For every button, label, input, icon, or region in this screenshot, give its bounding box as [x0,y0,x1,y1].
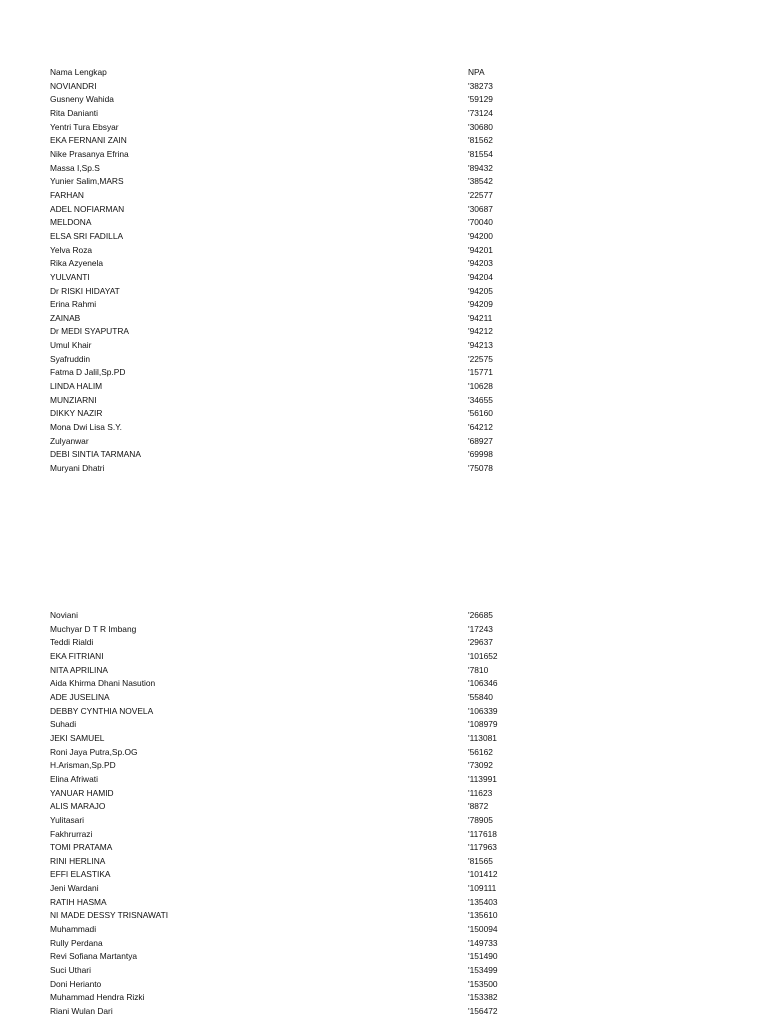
member-npa: '156472 [468,1006,498,1017]
member-name: Rika Azyenela [50,258,104,269]
member-npa: '153499 [468,965,498,976]
column-header-npa: NPA [468,67,485,77]
table-row [50,162,570,176]
member-name: MUNZIARNI [50,394,97,405]
member-npa: '8872 [468,801,489,812]
table-row [50,909,570,923]
table-row [50,298,570,312]
member-npa: '117618 [468,828,497,839]
table-row [50,991,570,1005]
table-row [50,462,570,476]
member-npa: '15771 [468,367,493,378]
table-row [50,394,570,408]
member-npa: '70040 [468,217,493,228]
table-row [50,773,570,787]
member-npa: '78905 [468,814,493,825]
member-npa: '34655 [468,394,493,405]
member-npa: '56162 [468,746,493,757]
member-npa: '106339 [468,705,498,716]
table-row [50,93,570,107]
member-npa: '22575 [468,353,493,364]
member-name: YANUAR HAMID [50,787,114,798]
member-npa: '94213 [468,340,493,351]
table-row [50,814,570,828]
table-row [50,759,570,773]
table-row [50,732,570,746]
table-row [50,841,570,855]
member-name: Revi Sofiana Martantya [50,951,138,962]
member-npa: '94212 [468,326,493,337]
member-npa: '75078 [468,463,493,474]
table-row [50,882,570,896]
member-name: Yentri Tura Ebsyar [50,121,119,132]
member-npa: '94209 [468,299,493,310]
member-npa: '101412 [468,869,498,880]
table-row [50,203,570,217]
table-row [50,718,570,732]
member-name: Roni Jaya Putra,Sp.OG [50,746,138,757]
table-row [50,923,570,937]
member-npa: '69998 [468,449,493,460]
member-npa: '59129 [468,94,493,105]
table-body [50,609,570,1019]
member-npa: '94204 [468,271,493,282]
member-npa: '135403 [468,896,498,907]
table-row [50,339,570,353]
table-row [50,121,570,135]
member-name: Zulyanwar [50,435,89,446]
member-npa: '101652 [468,650,498,661]
member-npa: '135610 [468,910,498,921]
member-npa: '68927 [468,435,493,446]
table-row [50,271,570,285]
member-name: Dr MEDI SYAPUTRA [50,326,129,337]
table-row [50,978,570,992]
member-npa: '94211 [468,312,493,323]
table-row [50,636,570,650]
table-row [50,677,570,691]
table-row [50,964,570,978]
member-npa: '150094 [468,924,498,935]
table-row [50,80,570,94]
member-name: Suci Uthari [50,965,91,976]
table-row [50,896,570,910]
member-name: Teddi Rialdi [50,637,94,648]
table-row [50,787,570,801]
table-row [50,828,570,842]
member-npa: '94203 [468,258,493,269]
table-row [50,257,570,271]
member-name: EKA FITRIANI [50,650,104,661]
table-row [50,937,570,951]
member-name: Muhammadi [50,924,97,935]
member-name: Fatma D Jalil,Sp.PD [50,367,126,378]
member-name: NOVIANDRI [50,80,97,91]
member-npa: '38542 [468,176,493,187]
table-row [50,285,570,299]
member-name: Umul Khair [50,340,92,351]
member-name: ADE JUSELINA [50,691,110,702]
member-name: Rita Danianti [50,107,98,118]
member-npa: '55840 [468,691,493,702]
member-name: DEBI SINTIA TARMANA [50,449,141,460]
member-name: MELDONA [50,217,92,228]
member-npa: '73124 [468,107,493,118]
member-npa: '113081 [468,732,497,743]
member-npa: '106346 [468,678,498,689]
table-row [50,230,570,244]
member-name: Gusneny Wahida [50,94,114,105]
member-npa: '113991 [468,773,497,784]
member-npa: '153382 [468,992,498,1003]
member-name: ZAINAB [50,312,81,323]
member-name: Muryani Dhatri [50,463,105,474]
table-row [50,175,570,189]
member-name: FARHAN [50,189,84,200]
table-row [50,312,570,326]
member-name: ELSA SRI FADILLA [50,230,124,241]
table-row [50,134,570,148]
table-row [50,855,570,869]
member-name: Massa I,Sp.S [50,162,100,173]
member-name: ALIS MARAJO [50,801,106,812]
member-name: DIKKY NAZIR [50,408,103,419]
table-row [50,664,570,678]
member-npa: '81565 [468,855,493,866]
member-name: DEBBY CYNTHIA NOVELA [50,705,154,716]
table-row [50,448,570,462]
member-npa: '94201 [468,244,493,255]
member-npa: '81562 [468,135,493,146]
member-npa: '117963 [468,842,497,853]
table-row [50,353,570,367]
table-row [50,189,570,203]
member-table-1 [50,66,570,476]
member-name: JEKI SAMUEL [50,732,105,743]
table-row [50,691,570,705]
member-name: Suhadi [50,719,77,730]
table-row [50,366,570,380]
member-name: Dr RISKI HIDAYAT [50,285,120,296]
member-name: RINI HERLINA [50,855,106,866]
member-npa: '7810 [468,664,489,675]
member-name: Aida Khirma Dhani Nasution [50,678,156,689]
member-npa: '30680 [468,121,493,132]
member-table-2 [50,609,570,1019]
table-row [50,244,570,258]
member-npa: '149733 [468,937,498,948]
table-row [50,746,570,760]
member-npa: '64212 [468,422,493,433]
member-name: Syafruddin [50,353,91,364]
member-name: Mona Dwi Lisa S.Y. [50,422,122,433]
member-name: Muchyar D T R Imbang [50,623,137,634]
member-name: Jeni Wardani [50,883,99,894]
member-name: H.Arisman,Sp.PD [50,760,116,771]
member-name: Yunier Salim,MARS [50,176,124,187]
member-name: Fakhrurrazi [50,828,93,839]
member-name: TOMI PRATAMA [50,842,113,853]
table-row [50,380,570,394]
member-name: EFFI ELASTIKA [50,869,111,880]
member-name: EKA FERNANI ZAIN [50,135,127,146]
member-name: Rully Perdana [50,937,103,948]
member-npa: '56160 [468,408,493,419]
member-npa: '108979 [468,719,498,730]
member-name: ADEL NOFIARMAN [50,203,125,214]
table-row [50,407,570,421]
table-row [50,148,570,162]
member-npa: '94205 [468,285,493,296]
member-name: Elina Afriwati [50,773,98,784]
member-name: Yelva Roza [50,244,93,255]
member-name: LINDA HALIM [50,381,103,392]
member-npa: '10628 [468,381,493,392]
member-npa: '151490 [468,951,498,962]
member-npa: '73092 [468,760,493,771]
table-row [50,868,570,882]
table-row [50,950,570,964]
table-row [50,435,570,449]
table-row [50,623,570,637]
member-npa: '38273 [468,80,493,91]
member-npa: '89432 [468,162,493,173]
table-row [50,800,570,814]
member-name: Yulitasari [50,814,84,825]
table-body [50,80,570,476]
member-name: Nike Prasanya Efrina [50,148,129,159]
member-npa: '153500 [468,978,498,989]
table-row [50,421,570,435]
member-npa: '30687 [468,203,493,214]
member-name: YULVANTI [50,271,90,282]
table-row [50,705,570,719]
member-npa: '94200 [468,230,493,241]
member-npa: '17243 [468,623,493,634]
member-npa: '29637 [468,637,493,648]
member-npa: '22577 [468,189,493,200]
member-name: NITA APRILINA [50,664,109,675]
member-npa: '81554 [468,148,493,159]
member-npa: '109111 [468,883,497,894]
member-name: Doni Herianto [50,978,102,989]
member-npa: '11623 [468,787,493,798]
table-row [50,609,570,623]
table-row [50,216,570,230]
member-name: Noviani [50,610,78,620]
member-npa: '26685 [468,610,493,620]
member-name: Muhammad Hendra Rizki [50,992,145,1003]
table-header [50,66,570,80]
member-name: RATIH HASMA [50,896,107,907]
member-name: Erina Rahmi [50,299,97,310]
table-row [50,650,570,664]
member-name: Riani Wulan Dari [50,1006,113,1017]
table-row [50,325,570,339]
column-header-name: Nama Lengkap [50,67,107,77]
member-name: NI MADE DESSY TRISNAWATI [50,910,169,921]
table-row [50,107,570,121]
table-row [50,1005,570,1019]
